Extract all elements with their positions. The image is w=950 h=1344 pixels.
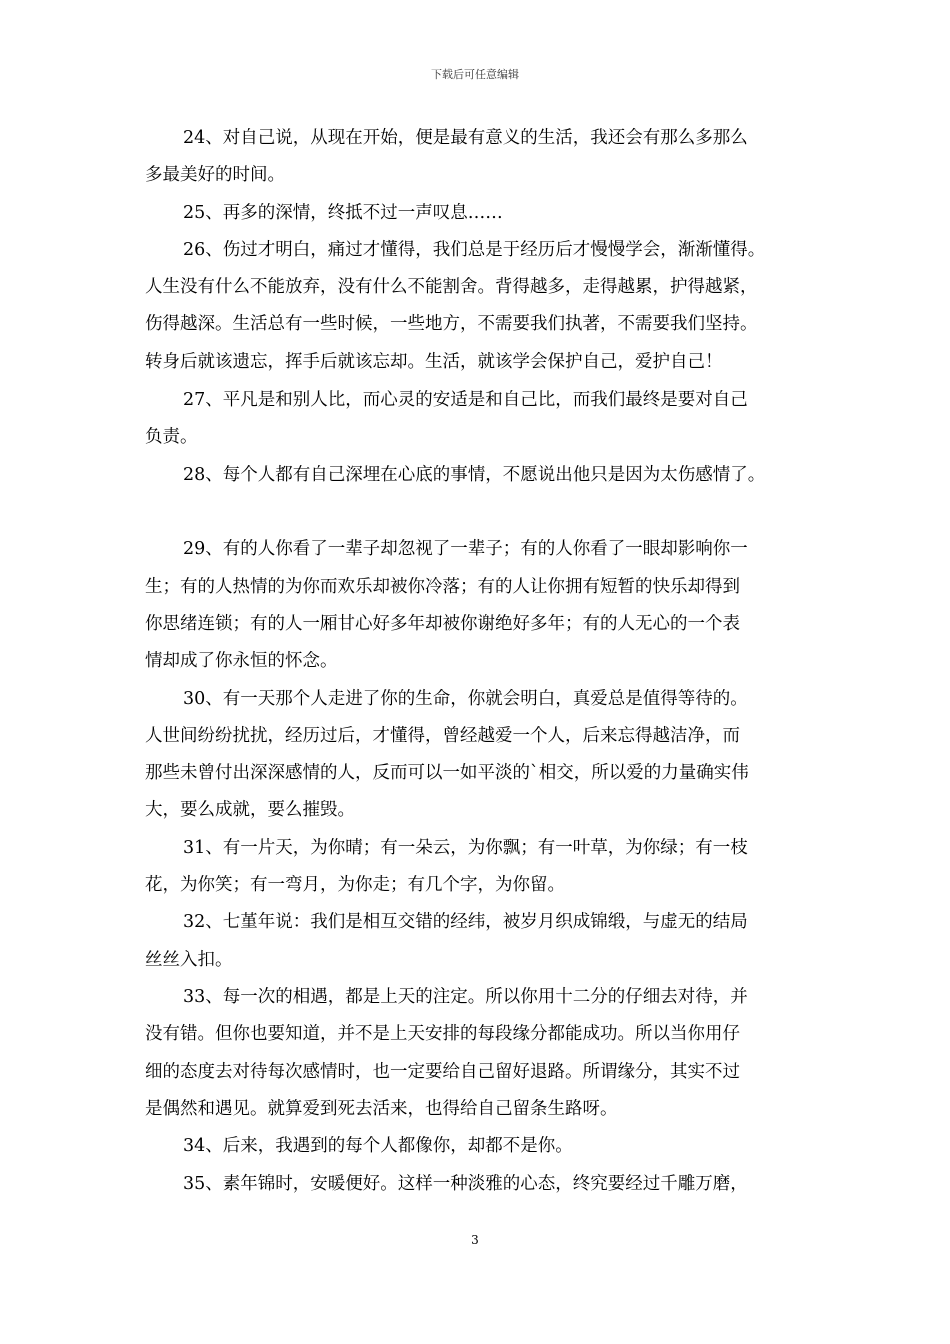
text-line: 多最美好的时间。	[145, 165, 285, 185]
text-line: 没有错。但你也要知道，并不是上天安排的每段缘分都能成功。所以当你用仔	[145, 1024, 740, 1044]
text-line: 30、有一天那个人走进了你的生命，你就会明白，真爱总是值得等待的。	[183, 689, 748, 709]
text-line: 25、再多的深情，终抵不过一声叹息……	[183, 203, 503, 223]
text-line: 24、对自己说，从现在开始，便是最有意义的生活，我还会有那么多那么	[183, 128, 748, 148]
text-line: 35、素年锦时，安暖便好。这样一种淡雅的心态，终究要经过千雕万磨，	[183, 1174, 748, 1194]
page-header: 下载后可任意编辑	[431, 68, 519, 81]
text-line: 人生没有什么不能放弃，没有什么不能割舍。背得越多，走得越累，护得越紧，	[145, 277, 758, 297]
text-line: 花，为你笑；有一弯月，为你走；有几个字，为你留。	[145, 875, 565, 895]
text-line: 29、有的人你看了一辈子却忽视了一辈子；有的人你看了一眼却影响你一	[183, 539, 748, 559]
page-number: 3	[471, 1233, 479, 1247]
text-line: 26、伤过才明白，痛过才懂得，我们总是于经历后才慢慢学会，渐渐懂得。	[183, 240, 766, 260]
text-line: 32、七堇年说：我们是相互交错的经纬，被岁月织成锦缎，与虚无的结局	[183, 912, 748, 932]
text-line: 你思绪连锁；有的人一厢甘心好多年却被你谢绝好多年；有的人无心的一个表	[145, 614, 740, 634]
text-line: 情却成了你永恒的怀念。	[145, 651, 338, 671]
text-line: 大，要么成就，要么摧毁。	[145, 800, 355, 820]
text-line: 负责。	[145, 427, 198, 447]
text-line: 转身后就该遗忘，挥手后就该忘却。生活，就该学会保护自己，爱护自己！	[145, 352, 723, 372]
text-line: 是偶然和遇见。就算爱到死去活来，也得给自己留条生路呀。	[145, 1099, 618, 1119]
text-line: 27、平凡是和别人比，而心灵的安适是和自己比，而我们最终是要对自己	[183, 390, 748, 410]
text-line: 33、每一次的相遇，都是上天的注定。所以你用十二分的仔细去对待，并	[183, 987, 748, 1007]
text-line: 34、后来，我遇到的每个人都像你，却都不是你。	[183, 1136, 573, 1156]
text-line: 那些未曾付出深深感情的人，反而可以一如平淡的`相交，所以爱的力量确实伟	[145, 763, 749, 783]
text-line: 28、每个人都有自己深埋在心底的事情，不愿说出他只是因为太伤感情了。	[183, 465, 766, 485]
text-line: 生；有的人热情的为你而欢乐却被你冷落；有的人让你拥有短暂的快乐却得到	[145, 577, 740, 597]
text-line: 31、有一片天，为你晴；有一朵云，为你飘；有一叶草，为你绿；有一枝	[183, 838, 748, 858]
text-line: 丝丝入扣。	[145, 950, 233, 970]
text-line: 细的态度去对待每次感情时，也一定要给自己留好退路。所谓缘分，其实不过	[145, 1062, 740, 1082]
text-line: 伤得越深。生活总有一些时候，一些地方，不需要我们执著，不需要我们坚持。	[145, 314, 758, 334]
text-line: 人世间纷纷扰扰，经历过后，才懂得，曾经越爱一个人，后来忘得越洁净，而	[145, 726, 740, 746]
